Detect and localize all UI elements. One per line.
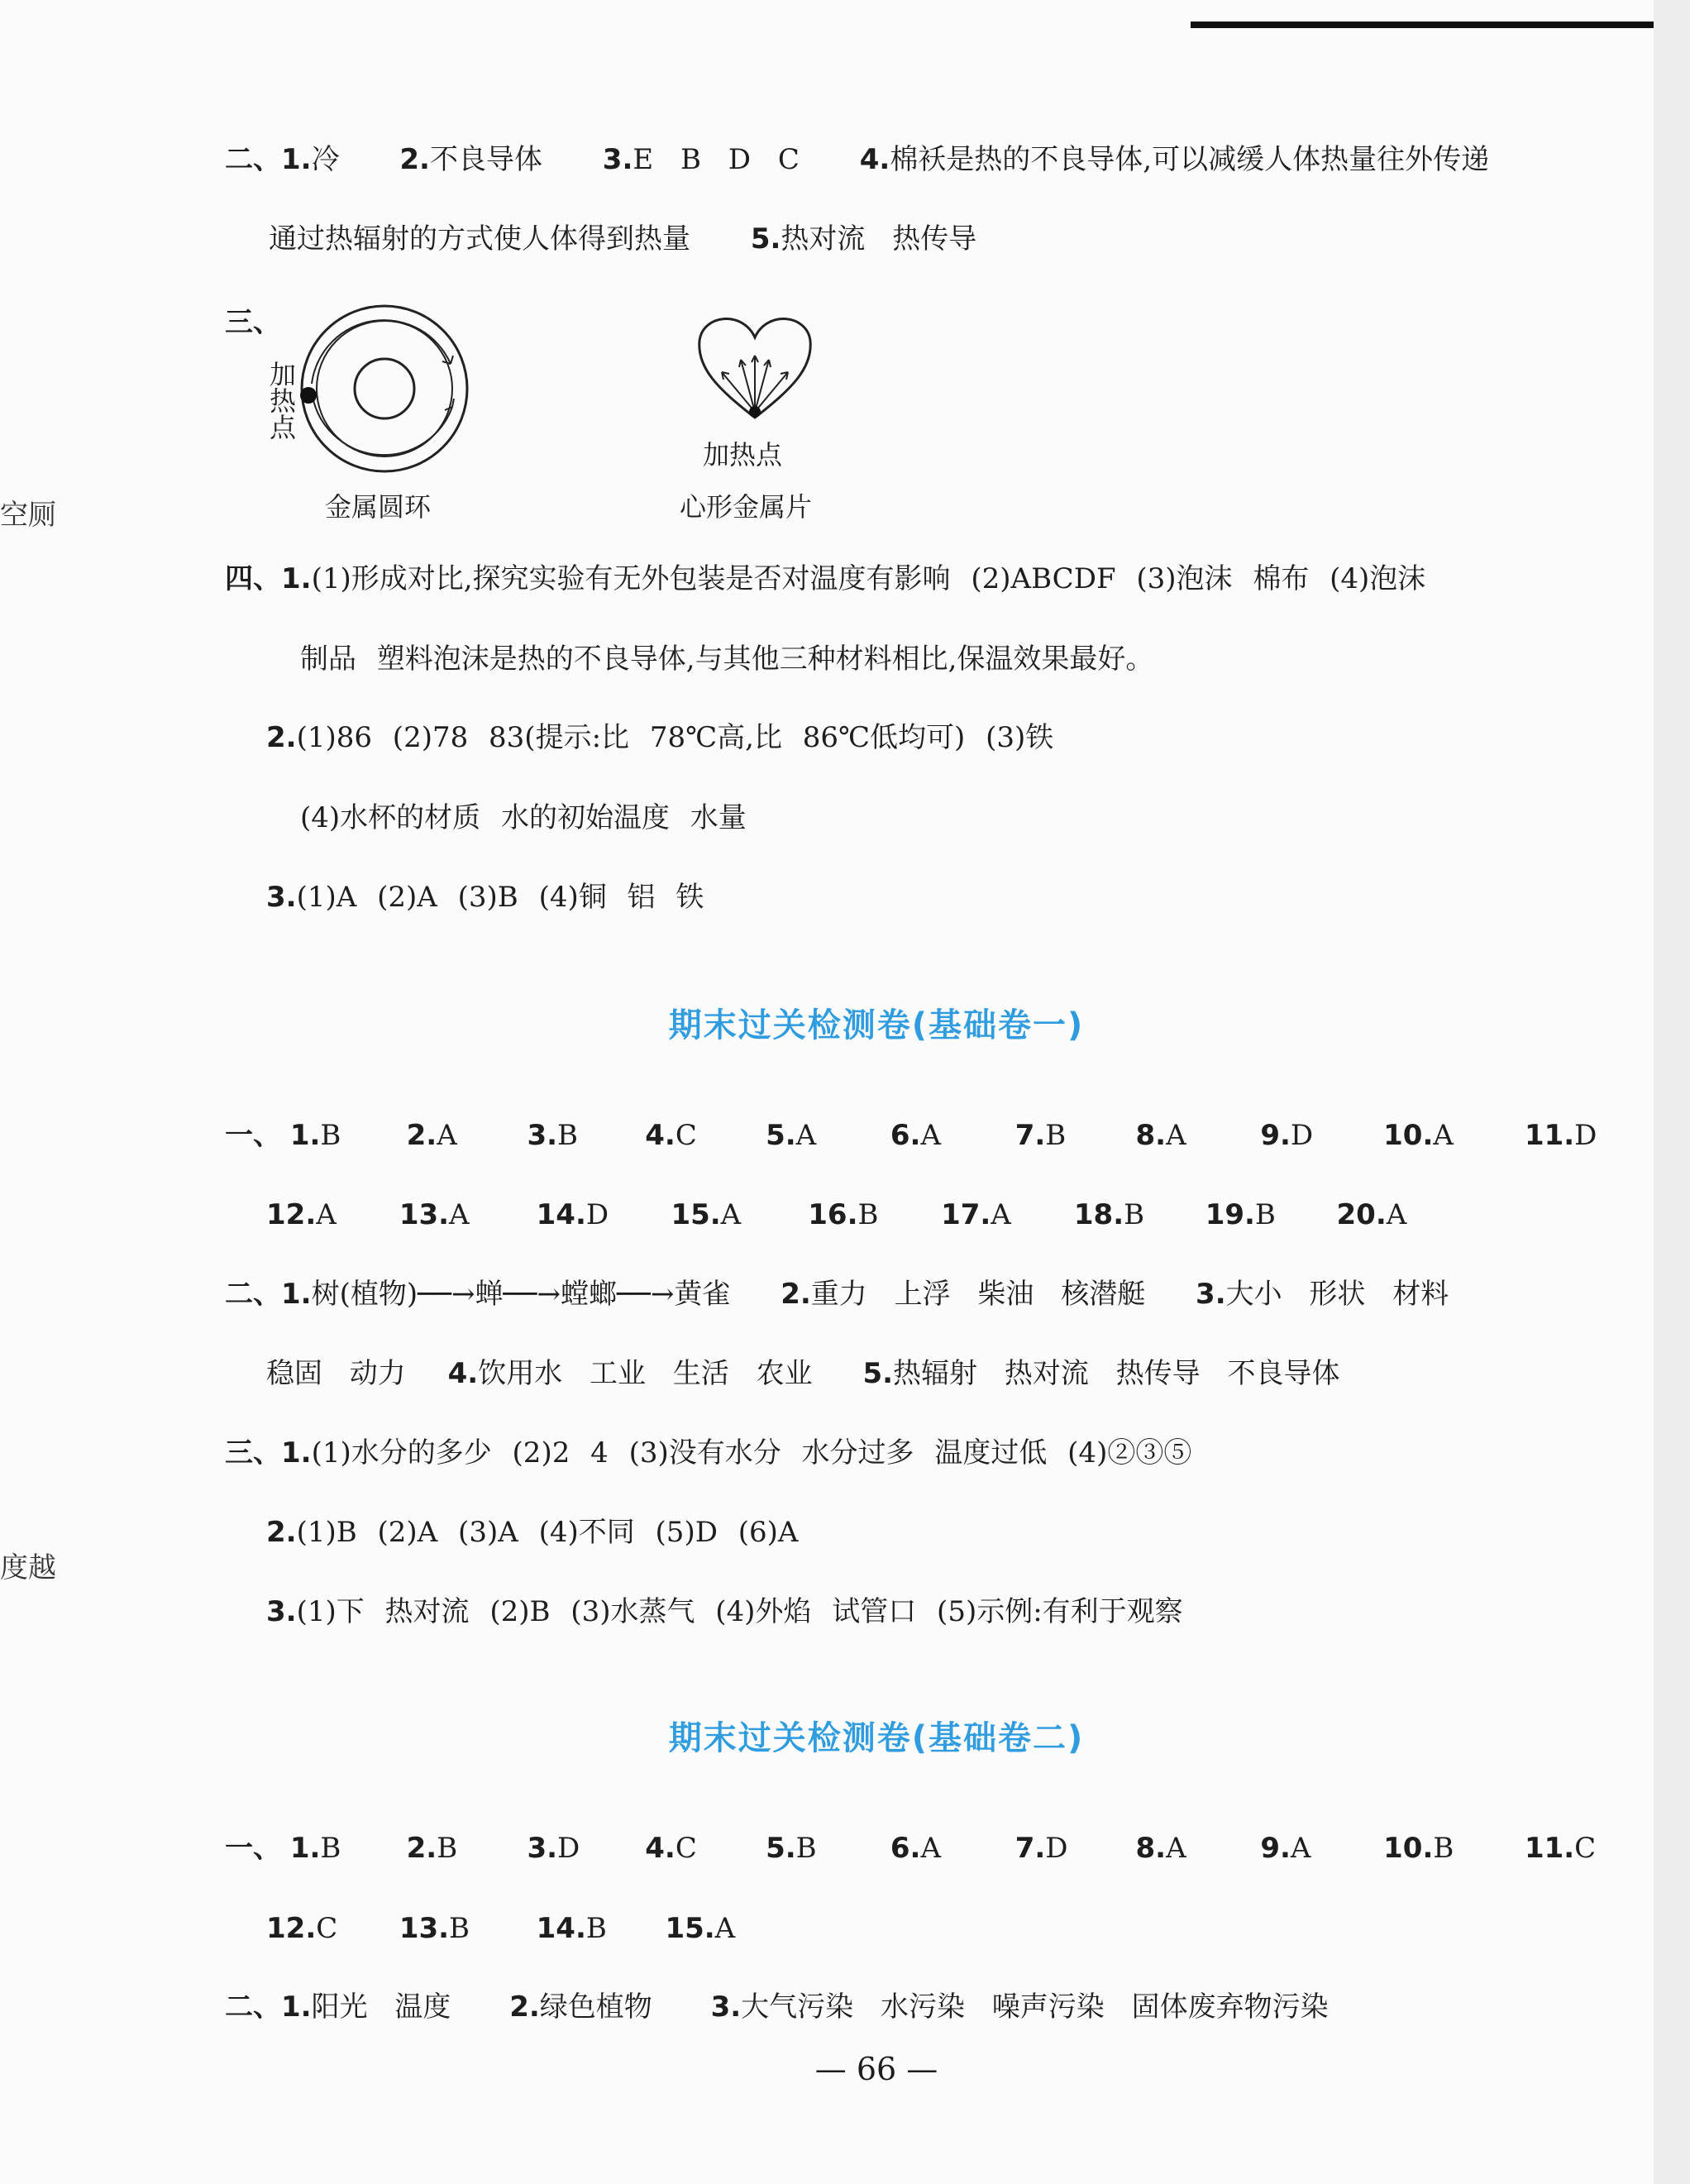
answer: B [437, 1832, 458, 1865]
q-num: 3. [527, 1832, 558, 1865]
answer: B [557, 1119, 579, 1152]
q-num: 1. [281, 1278, 312, 1311]
sec4-line1 [225, 562, 1426, 595]
answer: A [920, 1119, 942, 1152]
ring-caption: 金属圆环 [325, 491, 432, 523]
answer: A [449, 1198, 470, 1231]
answer: 热辐射 热对流 热传导 不良导体 [893, 1357, 1340, 1390]
q-num: 20. [1336, 1198, 1387, 1231]
q-num: 3. [1196, 1278, 1226, 1311]
sec2-line1 [225, 143, 1490, 176]
answer: A [1433, 1119, 1454, 1152]
answer: A [920, 1832, 942, 1865]
answer: A [991, 1198, 1011, 1231]
q-num: 11. [1524, 1832, 1575, 1865]
section-label: 一、 [225, 1119, 281, 1152]
section-label: 三、 [225, 1436, 281, 1470]
q-num: 3. [527, 1119, 558, 1152]
answer: E B D C [633, 143, 800, 176]
q-num: 1. [281, 562, 312, 595]
answer: C [1574, 1832, 1597, 1865]
answer: B [1254, 1198, 1276, 1231]
section-label: 二、 [225, 1990, 281, 2024]
exam2-s1-row2 [266, 1914, 735, 1943]
answer: D [1290, 1119, 1314, 1152]
q-num: 2. [781, 1278, 811, 1311]
answer: B [320, 1832, 341, 1865]
sec4-line5 [266, 881, 704, 914]
answer: 通过热辐射的方式使人体得到热量 [269, 222, 690, 256]
answer: 热对流 热传导 [781, 222, 977, 256]
q-num: 17. [941, 1198, 991, 1231]
q-num: 4. [447, 1357, 479, 1390]
answer: (1)水分的多少 (2)2 4 (3)没有水分 水分过多 温度过低 (4)②③⑤ [311, 1436, 1192, 1470]
section-label: 二、 [225, 1278, 281, 1311]
answer: (1)86 (2)78 83(提示:比 78℃高,比 86℃低均可) (3)铁 [296, 721, 1054, 754]
answer: C [675, 1832, 697, 1865]
answer: 大气污染 水污染 噪声污染 固体废弃物污染 [741, 1990, 1329, 2024]
q-num: 2. [406, 1832, 437, 1865]
q-num: 4. [859, 143, 890, 176]
section-label: 一、 [225, 1832, 281, 1865]
q-num: 3. [266, 1595, 297, 1628]
q-num: 9. [1260, 1119, 1291, 1152]
q-num: 7. [1014, 1832, 1046, 1865]
q-num: 7. [1014, 1119, 1046, 1152]
answer: C [675, 1119, 697, 1152]
q-num: 18. [1073, 1198, 1124, 1231]
answer: 稳固 动力 [266, 1357, 406, 1390]
q-num: 10. [1383, 1119, 1434, 1152]
q-num: 19. [1205, 1198, 1255, 1231]
answer: B [320, 1119, 341, 1152]
answer: 阳光 温度 [311, 1990, 451, 2024]
answer: B [795, 1832, 817, 1865]
answer: B [1124, 1198, 1145, 1231]
answer: 树(植物)──→蝉──→螳螂──→黄雀 [311, 1278, 731, 1311]
answer: A [714, 1912, 736, 1945]
answer: A [720, 1198, 742, 1231]
q-num: 16. [808, 1198, 858, 1231]
margin-fragment: 空厕 [0, 499, 56, 532]
q-num: 2. [266, 721, 297, 754]
answer: 大小 形状 材料 [1225, 1278, 1449, 1311]
q-num: 15. [665, 1912, 715, 1945]
sec2-line2 [269, 222, 977, 256]
q-num: 10. [1383, 1832, 1434, 1865]
exam1-s1-row1 [225, 1119, 1597, 1152]
q-num: 3. [266, 881, 297, 914]
answer: D [557, 1832, 580, 1865]
q-num: 2. [399, 143, 430, 176]
q-num: 3. [710, 1990, 742, 2024]
answer: B [857, 1198, 879, 1231]
sec4-line2: 制品 塑料泡沫是热的不良导体,与其他三种材料相比,保温效果最好。 [300, 643, 1154, 676]
exam1-s3-line2 [266, 1516, 799, 1549]
q-num: 14. [536, 1912, 586, 1945]
q-num: 1. [281, 1990, 312, 2024]
q-num: 12. [266, 1198, 317, 1231]
answer: A [1386, 1198, 1407, 1231]
heart-heat-label: 加热点 [703, 439, 783, 471]
q-num: 2. [266, 1516, 297, 1549]
answer: 棉袄是热的不良导体,可以减缓人体热量往外传递 [890, 143, 1490, 176]
answer: (1)B (2)A (3)A (4)不同 (5)D (6)A [296, 1516, 799, 1549]
ring-heat-label: 加热点 [270, 359, 297, 443]
answer: B [1045, 1119, 1067, 1152]
top-rule [1191, 22, 1654, 28]
q-num: 5. [750, 222, 781, 256]
answer: B [1433, 1832, 1454, 1865]
answer: 不良导体 [429, 143, 542, 176]
q-num: 4. [645, 1832, 676, 1865]
q-num: 4. [645, 1119, 676, 1152]
q-num: 6. [890, 1119, 921, 1152]
answer: B [449, 1912, 470, 1945]
exam1-s2-line1 [225, 1278, 1449, 1311]
answer: D [585, 1198, 609, 1231]
answer: 冷 [311, 143, 340, 176]
answer: A [437, 1119, 457, 1152]
exam1-s1-row2 [266, 1198, 1407, 1231]
answer: 饮用水 工业 生活 农业 [478, 1357, 813, 1390]
q-num: 2. [509, 1990, 540, 2024]
answer: (1)形成对比,探究实验有无外包装是否对温度有影响 (2)ABCDF (3)泡沫 棉布 (4)泡沫 [311, 562, 1426, 595]
answer: (1)下 热对流 (2)B (3)水蒸气 (4)外焰 试管口 (5)示例:有利于观察 [296, 1595, 1183, 1628]
answer: D [1574, 1119, 1597, 1152]
q-num: 5. [862, 1357, 894, 1390]
q-num: 9. [1260, 1832, 1291, 1865]
heart-plate-diagram [693, 306, 817, 430]
q-num: 15. [671, 1198, 721, 1231]
q-num: 14. [536, 1198, 586, 1231]
q-num: 12. [266, 1912, 317, 1945]
exam1-s2-line2 [266, 1357, 1340, 1390]
metal-ring-diagram [294, 298, 475, 480]
q-num: 1. [289, 1832, 321, 1865]
answer: A [795, 1119, 817, 1152]
q-num: 8. [1135, 1119, 1167, 1152]
page-edge [1654, 0, 1690, 2184]
q-num: 2. [406, 1119, 437, 1152]
exam2-title: 期末过关检测卷(基础卷二) [668, 1719, 1085, 1757]
exam2-s2-line1 [225, 1990, 1329, 2024]
answer: 重力 上浮 柴油 核潜艇 [810, 1278, 1146, 1311]
exam1-s3-line3 [266, 1595, 1183, 1628]
q-num: 5. [766, 1119, 796, 1152]
answer: B [585, 1912, 607, 1945]
section-label: 二、 [225, 143, 281, 176]
answer: D [1045, 1832, 1068, 1865]
exam1-s3-line1 [225, 1436, 1192, 1470]
q-num: 1. [289, 1119, 321, 1152]
q-num: 6. [890, 1832, 921, 1865]
q-num: 13. [399, 1912, 450, 1945]
q-num: 8. [1135, 1832, 1167, 1865]
sec4-line3 [266, 721, 1054, 754]
answer: A [316, 1198, 337, 1231]
exam1-title: 期末过关检测卷(基础卷一) [668, 1006, 1085, 1044]
page-number: — 66 — [814, 2051, 938, 2087]
answer: C [316, 1912, 338, 1945]
q-num: 1. [281, 1436, 312, 1470]
answer: 绿色植物 [539, 1990, 652, 2024]
q-num: 5. [766, 1832, 796, 1865]
answer: (1)A (2)A (3)B (4)铜 铝 铁 [296, 881, 704, 914]
sec4-line4: (4)水杯的材质 水的初始温度 水量 [300, 801, 747, 834]
section-label: 四、 [225, 562, 281, 595]
q-num: 11. [1524, 1119, 1575, 1152]
answer: A [1166, 1119, 1186, 1152]
answer: A [1166, 1832, 1186, 1865]
answer: A [1290, 1832, 1311, 1865]
q-num: 1. [281, 143, 312, 176]
section-label: 三、 [225, 306, 281, 339]
heart-caption: 心形金属片 [680, 491, 813, 523]
exam2-s1-row1 [225, 1832, 1597, 1865]
q-num: 13. [399, 1198, 450, 1231]
margin-fragment: 度越 [0, 1551, 56, 1584]
q-num: 3. [602, 143, 633, 176]
